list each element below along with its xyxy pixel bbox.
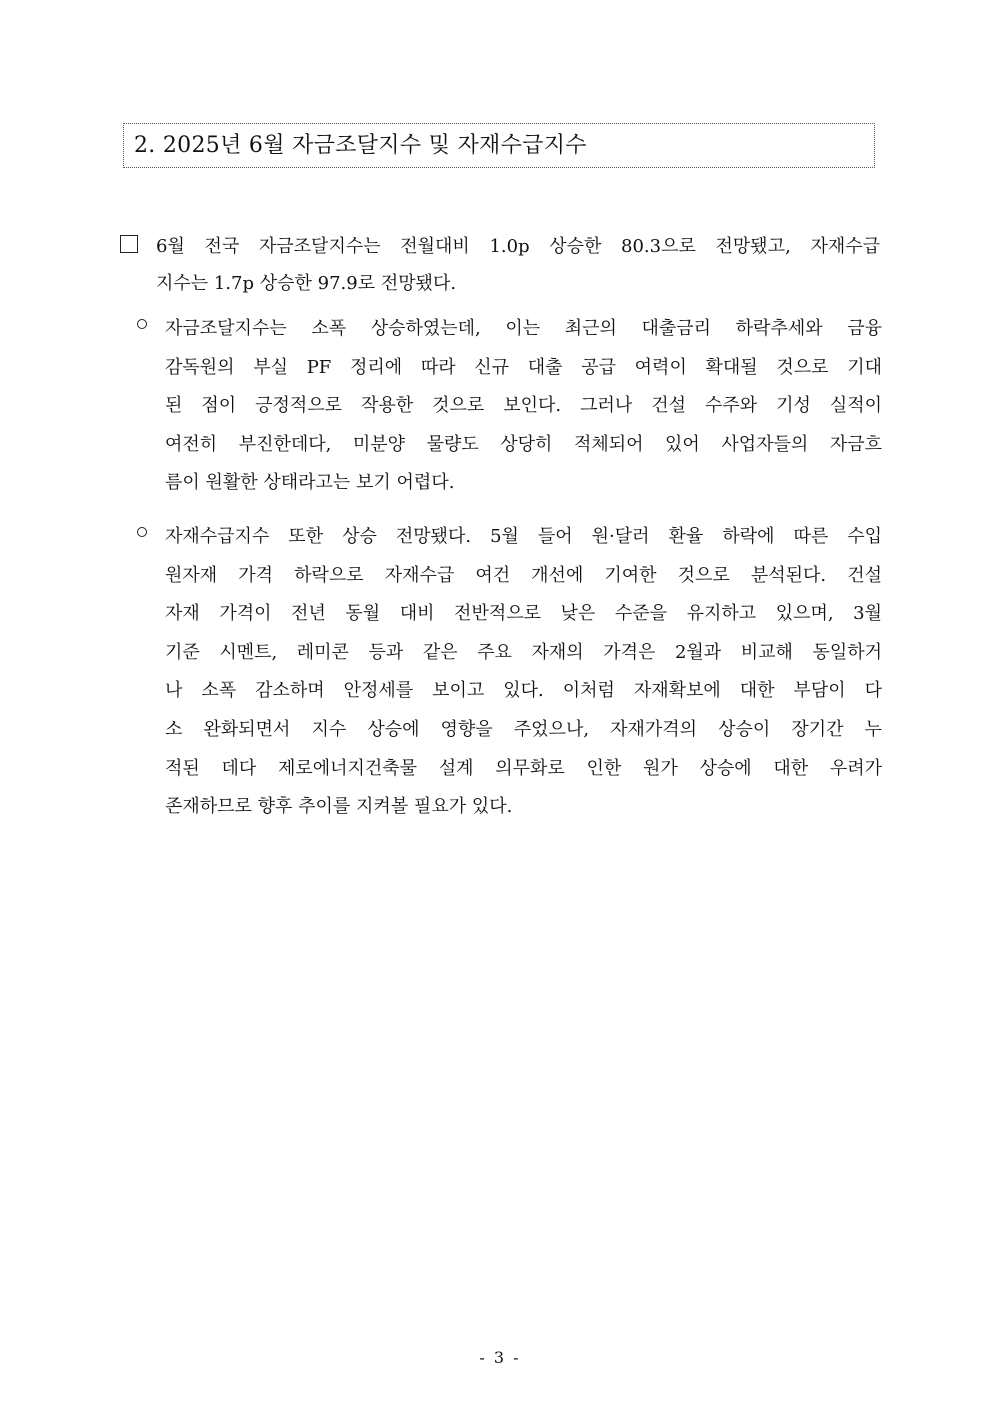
- bullet-line: 름이 원활한 상태라고는 보기 어렵다.: [165, 472, 455, 494]
- summary-text: [156, 228, 880, 302]
- circle-bullet-icon: [137, 319, 147, 329]
- bullet-paragraph-materials: [137, 518, 882, 827]
- bullet-line: 된 점이 긍정적으로 작용한 것으로 보인다. 그러나 건설 수주와 기성 실적이: [165, 395, 882, 417]
- page-number: - 3 -: [479, 1348, 521, 1367]
- bullet-text: [165, 310, 882, 503]
- summary-line: 지수는 1.7p 상승한 97.9로 전망됐다.: [156, 273, 457, 294]
- bullet-line: 소 완화되면서 지수 상승에 영향을 주었으나, 자재가격의 상승이 장기간 누: [165, 718, 882, 740]
- circle-bullet-icon: [137, 527, 147, 537]
- bullet-line: 여전히 부진한데다, 미분양 물량도 상당히 적체되어 있어 사업자들의 자금흐: [165, 433, 882, 455]
- bullet-line: 자재 가격이 전년 동월 대비 전반적으로 낮은 수준을 유지하고 있으며, 3월: [165, 603, 882, 625]
- bullet-line: 존재하므로 향후 추이를 지켜볼 필요가 있다.: [165, 796, 513, 818]
- bullet-paragraph-funding: [137, 310, 882, 503]
- summary-line: 6월 전국 자금조달지수는 전월대비 1.0p 상승한 80.3으로 전망됐고, 자재수급: [156, 236, 880, 257]
- bullet-line: 자금조달지수는 소폭 상승하였는데, 이는 최근의 대출금리 하락추세와 금융: [165, 318, 882, 339]
- bullet-line: 나 소폭 감소하며 안정세를 보이고 있다. 이처럼 자재확보에 대한 부담이 다: [165, 680, 882, 702]
- summary-paragraph: [120, 228, 880, 302]
- bullet-line: 기준 시멘트, 레미콘 등과 같은 주요 자재의 가격은 2월과 비교해 동일하거: [165, 641, 882, 663]
- bullet-text: [165, 518, 882, 827]
- section-title: 2. 2025년 6월 자금조달지수 및 자재수급지수: [134, 133, 587, 158]
- bullet-line: 원자재 가격 하락으로 자재수급 여건 개선에 기여한 것으로 분석된다. 건설: [165, 564, 882, 586]
- bullet-line: 감독원의 부실 PF 정리에 따라 신규 대출 공급 여력이 확대될 것으로 기대: [165, 356, 882, 378]
- section-title-box: [123, 123, 875, 168]
- square-bullet-icon: [120, 235, 138, 253]
- bullet-line: 적된 데다 제로에너지건축물 설계 의무화로 인한 원가 상승에 대한 우려가: [165, 757, 882, 779]
- bullet-line: 자재수급지수 또한 상승 전망됐다. 5월 들어 원·달러 환율 하락에 따른 수입: [165, 526, 882, 547]
